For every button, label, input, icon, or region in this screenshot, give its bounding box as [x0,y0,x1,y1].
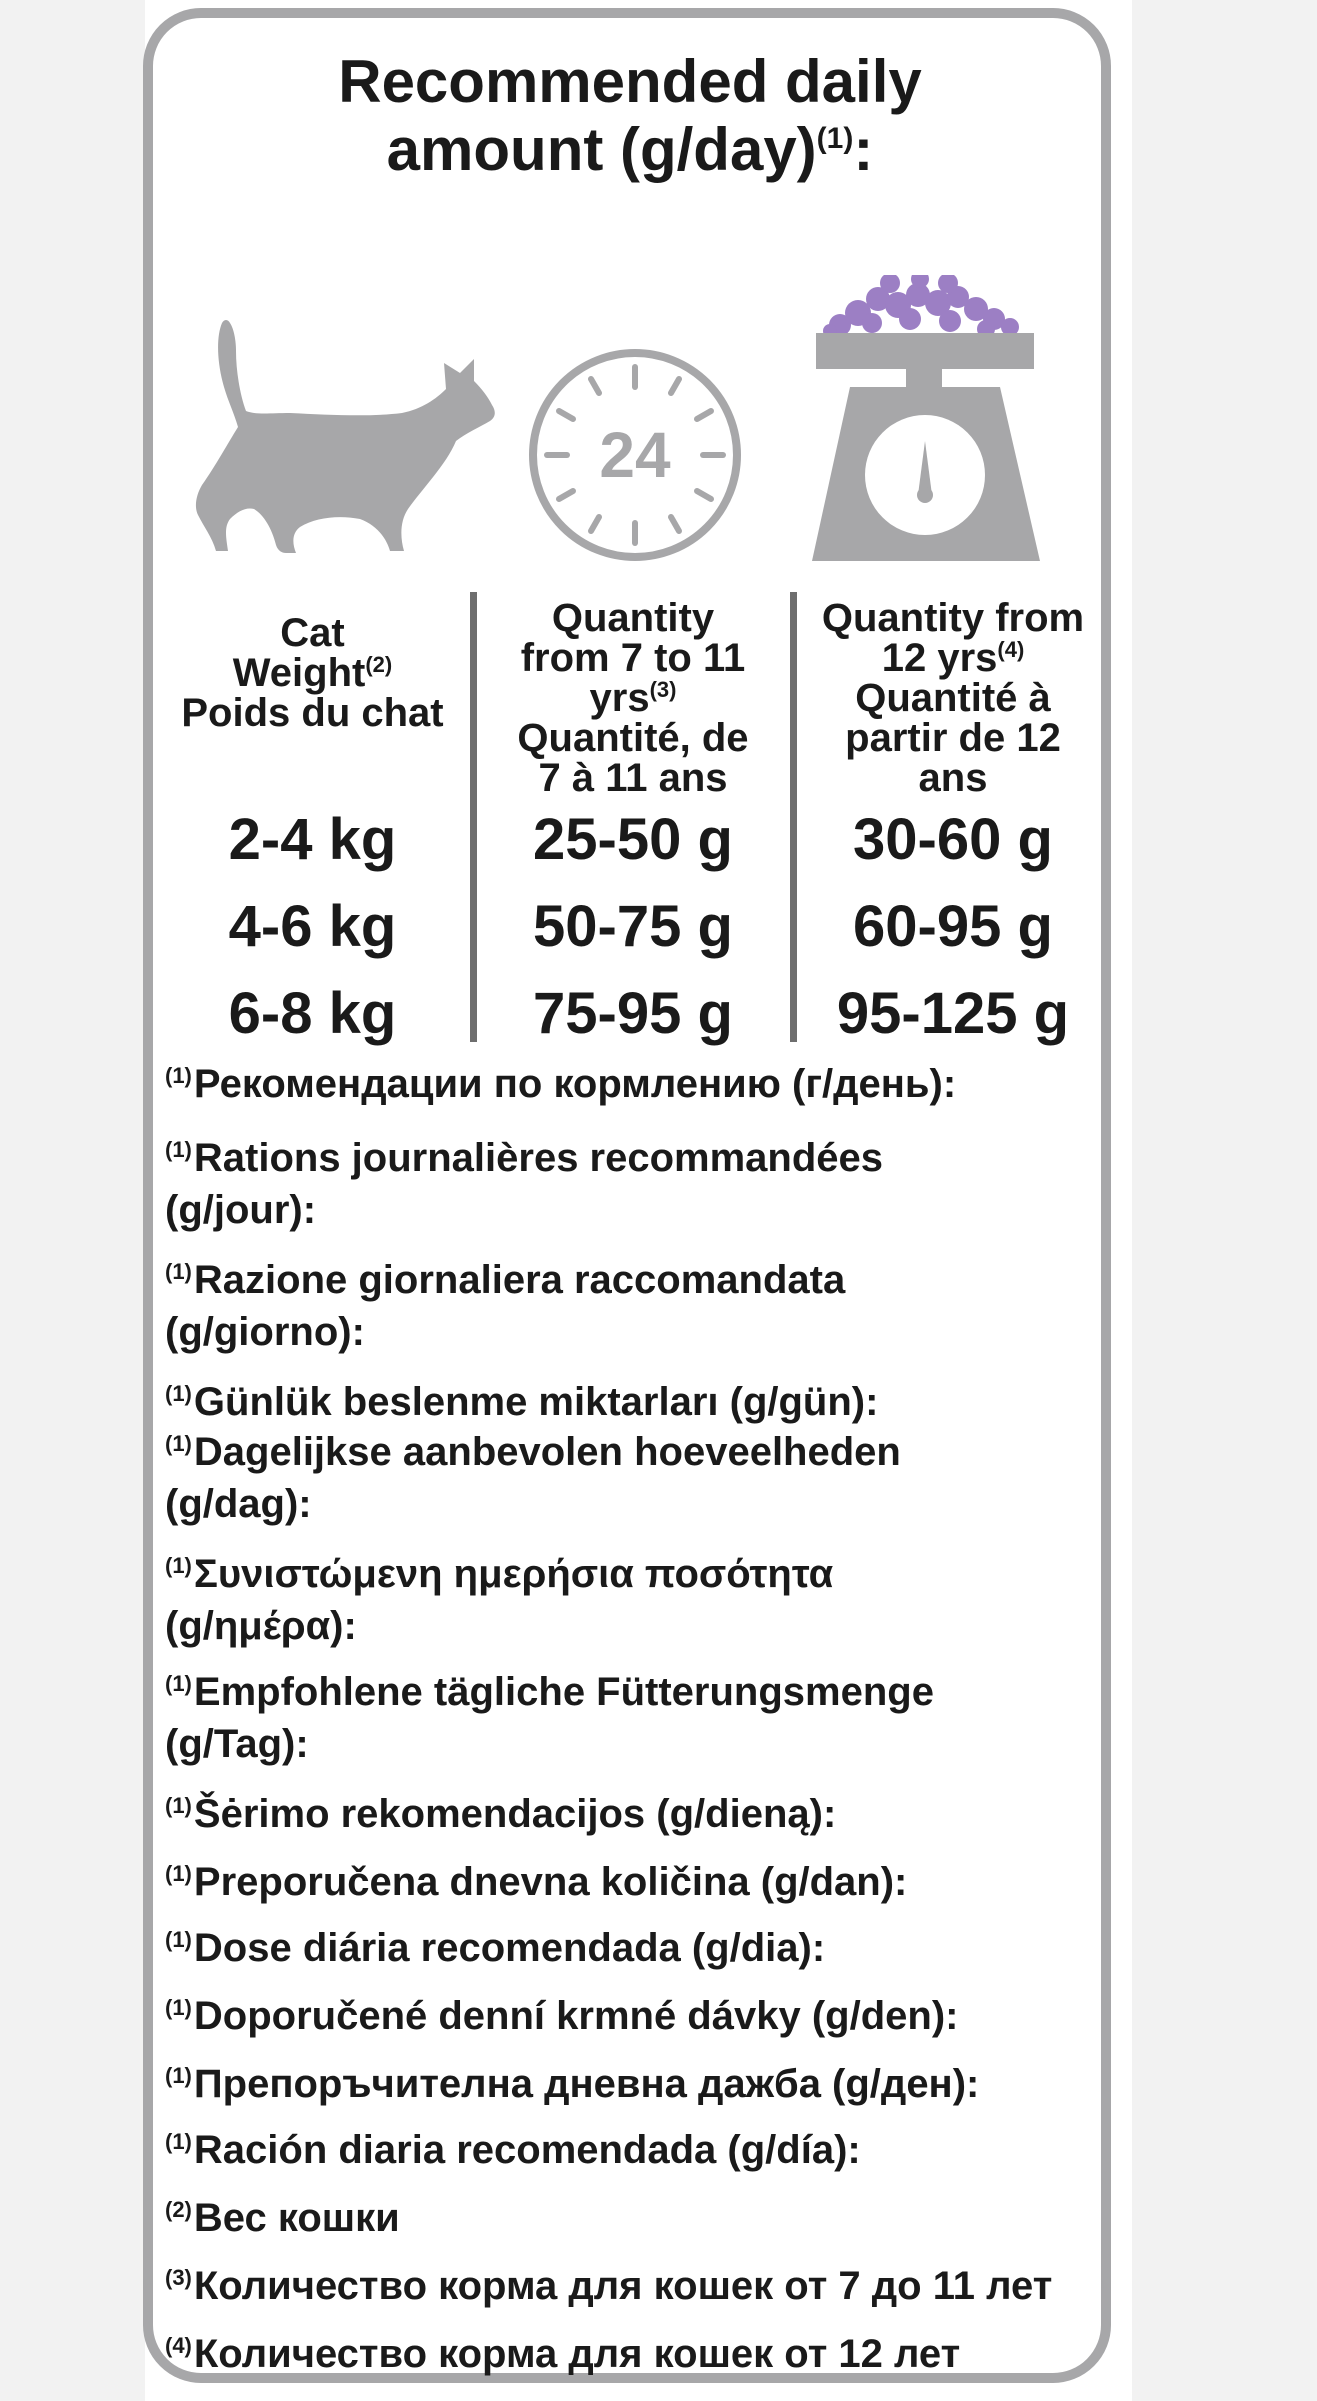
footnote-marker: (1) [165,1063,192,1088]
footnote-marker: (1) [165,1259,192,1284]
header-weight-line-3: Poids du chat [181,691,444,735]
footnote-bg [165,2058,1095,2110]
header-adult-line-4: Quantité, de [517,716,749,760]
title-line-2-text: amount (g/day) [386,116,817,183]
footnote-text: Rations journalières recommandées [193,1136,884,1180]
footnote-pt [165,1922,1095,1974]
footnote-text: Preporučena dnevna količina (g/dan): [193,1860,908,1904]
footnote-text-cont: (g/jour): [165,1188,317,1232]
header-senior-line-2-text: 12 yrs [881,636,998,680]
footnote-marker: (1) [165,1671,192,1696]
header-senior-footnote: (4) [997,637,1025,662]
header-senior-line-2 [798,638,1108,678]
footnote-tr [165,1376,1095,1428]
footnote-text: Вес кошки [193,2196,400,2240]
footnote-marker: (1) [165,2063,192,2088]
cell-quantity-7-11: 50-75 g [533,894,733,959]
header-adult-line-1: Quantity [551,596,715,640]
footnote-text: Günlük beslenme miktarları (g/gün): [193,1380,879,1424]
footnote-marker: (1) [165,1861,192,1886]
footnote-text: Šėrimo rekomendacijos (g/dieną): [193,1792,837,1836]
footnote-text: Dose diária recomendada (g/dia): [193,1926,826,1970]
header-weight-footnote: (2) [365,652,393,677]
footnote-text-cont: (g/Tag): [165,1722,309,1766]
footnote-text: Συνιστώμενη ημερήσια ποσότητα [193,1552,834,1596]
header-weight-line-1: Cat [280,611,345,655]
footnote-3-ru [165,2260,1095,2312]
footnote-text-cont: (g/giorno): [165,1310,365,1354]
footnote-text: Ración diaria recomendada (g/día): [193,2128,861,2172]
footnote-text: Рекомендации по кормлению (г/день): [193,1062,957,1106]
header-weight-line-2-text: Weight [232,651,366,695]
header-weight-line-2 [160,653,465,693]
footnote-4-ru [165,2328,1095,2380]
footnote-text: Doporučené denní krmné dávky (g/den): [193,1994,959,2038]
cell-quantity-12-plus: 30-60 g [853,807,1053,872]
header-adult-line-3-text: yrs [589,676,650,720]
footnote-lt [165,1788,1095,1840]
header-quantity-7-11 [478,598,788,798]
footnote-marker: (3) [165,2265,192,2290]
header-adult-line-3 [478,678,788,718]
footnote-marker: (1) [165,1793,192,1818]
table-row [160,974,1100,1054]
background-strip-left [0,0,145,2401]
footnote-2-ru [165,2192,1095,2244]
footnote-ru [165,1058,1095,1110]
footnote-it [165,1254,1095,1358]
header-cat-weight [160,613,465,733]
title-line-1: Recommended daily [338,48,922,115]
header-adult-line-2: from 7 to 11 [520,636,746,680]
footnote-marker: (2) [165,2197,192,2222]
footnote-marker: (1) [165,2129,192,2154]
footnote-marker: (1) [165,1995,192,2020]
kitchen-scale-icon [810,275,1045,565]
background-strip-right [1132,0,1317,2401]
cell-quantity-7-11: 25-50 g [533,807,733,872]
cat-icon [190,315,510,560]
cell-weight: 4-6 kg [228,894,397,959]
clock-label: 24 [599,419,671,491]
footnote-marker: (1) [165,1431,192,1456]
footnote-marker: (1) [165,1553,192,1578]
footnote-cs [165,1990,1095,2042]
title-colon: : [853,116,874,183]
header-senior-line-1: Quantity from [821,596,1085,640]
footnote-fr [165,1132,1095,1236]
footnote-text: Empfohlene tägliche Fütterungsmenge [193,1670,934,1714]
header-quantity-12-plus [798,598,1108,798]
footnote-de [165,1666,1095,1770]
footnote-marker: (4) [165,2333,192,2358]
cell-quantity-7-11: 75-95 g [533,981,733,1046]
footnote-text: Препоръчителна дневна дажба (g/ден): [193,2062,980,2106]
cell-weight: 2-4 kg [228,807,397,872]
header-adult-footnote: (3) [649,677,677,702]
footnote-marker: (1) [165,1137,192,1162]
header-senior-line-5: ans [918,756,988,800]
footnote-text: Количество корма для кошек от 12 лет [193,2332,961,2376]
footnote-el [165,1548,1095,1652]
page-title [200,48,1060,184]
footnote-marker: (1) [165,1381,192,1406]
table-row [160,887,1100,967]
footnote-text: Razione giornaliera raccomandata [193,1258,846,1302]
footnote-es [165,2124,1095,2176]
footnote-text-cont: (g/dag): [165,1482,312,1526]
header-adult-line-5: 7 à 11 ans [538,756,728,800]
footnote-nl [165,1426,1095,1530]
header-senior-line-4: partir de 12 [845,716,1061,760]
footnote-marker: (1) [165,1927,192,1952]
footnote-hr [165,1856,1095,1908]
footnote-text-cont: (g/ημέρα): [165,1604,357,1648]
cell-weight: 6-8 kg [228,981,397,1046]
header-senior-line-3: Quantité à [855,676,1051,720]
table-row [160,800,1100,880]
footnote-text: Количество корма для кошек от 7 до 11 лет [193,2264,1053,2308]
title-line-2 [200,116,1060,184]
cell-quantity-12-plus: 95-125 g [836,981,1070,1046]
cell-quantity-12-plus: 60-95 g [853,894,1053,959]
footnote-text: Dagelijkse aanbevolen hoeveelheden [193,1430,901,1474]
title-footnote-marker: (1) [816,122,854,155]
clock-24-icon [525,345,745,565]
